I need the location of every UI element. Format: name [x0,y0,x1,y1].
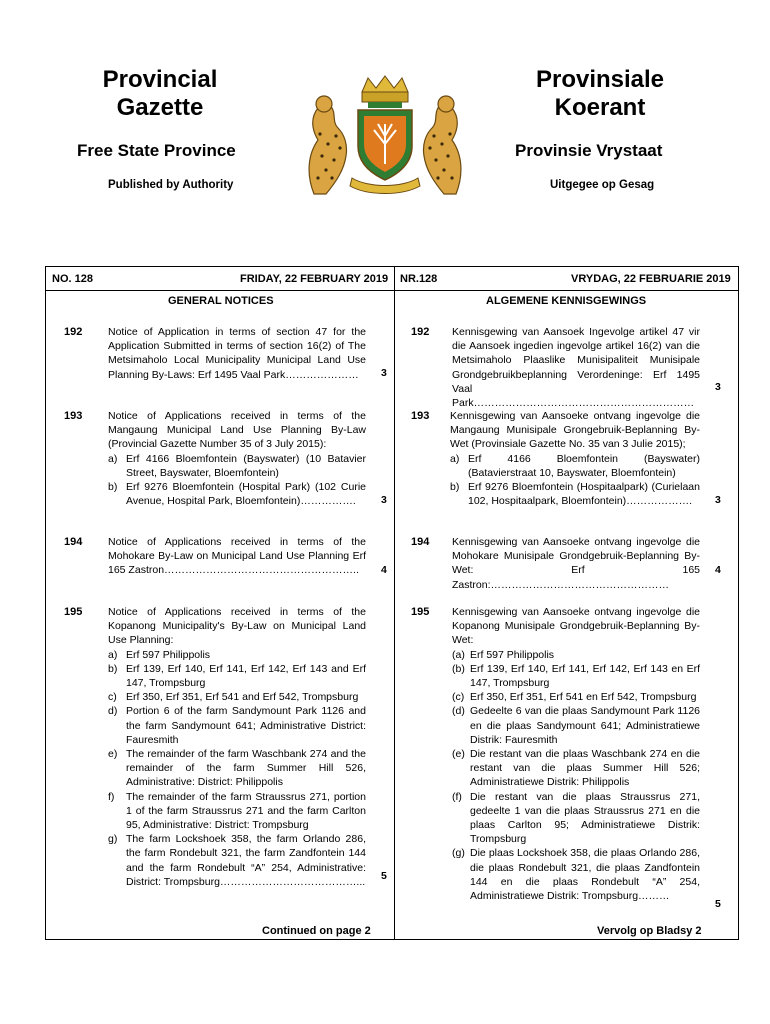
af-notice-number: 193 [411,410,430,422]
right-published: Uitgegee op Gesag [550,179,655,191]
en-notice-page: 4 [381,564,387,576]
list-item [450,452,700,480]
right-title [520,66,680,122]
af-notice-number: 195 [411,606,430,618]
af-issue-number: NR.128 [400,273,438,285]
en-issue-number: NO. 128 [52,273,93,285]
list-item [108,790,366,833]
af-notice-intro: Kennisgewing van Aansoeke ontvang ingevolge die Mangaung Munisipale Grongebruik-Beplanning By-Wet (Provinsiale Gazette No. 35 van 3 Julie 2015); [450,410,700,451]
list-item [452,747,700,790]
af-issue-date: VRYDAG, 22 FEBRUARIE 2019 [571,273,731,285]
left-leopard-icon [309,96,346,194]
list-item [108,832,366,889]
af-notice-intro: Kennisgewing van Aansoeke ontvang ingevolge die Kopanong Munisipale Grondgebruik-Beplanning By-Wet: [452,606,700,647]
item-label: (a) [452,648,465,661]
list-item [108,648,366,662]
item-label: (b) [452,662,465,675]
item-label: a) [108,452,118,465]
item-text: Die plaas Lockshoek 358, die plaas Orlando 286, die plaas Rondebult 321, die plaas Zandfontein 144 en die plaas Rondebult “A” 254, Administratiewe Distrik: Trompsburg……… [470,847,700,903]
item-label: (g) [452,847,465,860]
list-item [108,690,366,704]
en-notice-page: 5 [381,870,387,882]
header-divider [45,290,739,291]
item-label: b) [108,662,118,675]
item-text: Erf 597 Philippolis [126,648,211,661]
item-label: c) [108,691,117,704]
en-section-title: GENERAL NOTICES [168,295,274,307]
af-notice-number: 192 [411,326,430,338]
item-text: Erf 4166 Bloemfontein (Bayswater) (Batavierstraat 10, Bayswater, Bloemfontein) [468,452,700,479]
af-section-title: ALGEMENE KENNISGEWINGS [486,295,647,307]
list-item [452,846,700,903]
item-text: Erf 9276 Bloemfontein (Hospital Park) (102 Curie Avenue, Hospital Park, Bloemfontein)……………. [126,481,366,508]
list-item [452,704,700,747]
item-text: Erf 597 Philippolis [470,648,555,661]
left-title [90,66,230,122]
en-notice-number: 193 [64,410,83,422]
list-item [108,662,366,690]
af-notice-text [452,605,700,903]
en-notice-text [108,605,366,889]
left-published: Published by Authority [108,179,234,191]
list-item [108,452,366,480]
left-title-line1: Provincial [102,66,218,93]
left-title-line2: Gazette [116,94,204,121]
af-notice-text: Kennisgewing van Aansoeke ontvang ingevolge die Mohokare Munisipale Grondgebruik-Beplanning By-Wet: Erf 165 Zastron:…………………………………………… [452,536,700,591]
en-notice-number: 192 [64,326,83,338]
item-label: g) [108,833,118,846]
item-text: The remainder of the farm Straussrus 271, portion 1 of the farm Straussrus 271 and the farm Carlton 95, Administrative: District: Trompsburg [126,790,366,832]
en-continued-label: Continued on page 2 [262,925,371,937]
en-notice-number: 194 [64,536,83,548]
right-title-line2: Koerant [554,94,646,121]
af-item-list [452,648,700,904]
item-label: b) [108,481,118,494]
en-notice-intro: Notice of Applications received in terms of the Mangaung Municipal Land Use Planning By-Law (Provincial Gazette Number 35 of 3 July 2015): [108,410,366,451]
list-item [452,790,700,847]
shield-icon [358,110,412,180]
crown-icon [362,76,408,108]
item-text: Erf 139, Erf 140, Erf 141, Erf 142, Erf 143 en Erf 147, Trompsburg [470,662,700,690]
af-notice-page: 3 [715,381,721,393]
item-text: Erf 350, Erf 351, Erf 541 and Erf 542, Trompsburg [126,691,359,704]
item-label: a) [108,648,118,661]
en-issue-date: FRIDAY, 22 FEBRUARY 2019 [240,273,389,285]
right-title-line1: Provinsiale [535,66,665,93]
item-label: d) [108,705,118,718]
item-text: Die restant van die plaas Straussrus 271, gedeelte 1 van die plaas Straussrus 271 en die plaas Carlton 95; Administratiewe Distrik: Trompsburg [470,790,700,846]
item-text: Erf 4166 Bloemfontein (Bayswater) (10 Batavier Street, Bayswater, Bloemfontein) [126,452,366,479]
left-province: Free State Province [77,141,236,160]
en-item-list [108,648,366,889]
list-item [450,480,700,508]
list-item [108,704,366,747]
right-leopard-icon [423,96,460,194]
list-item [108,747,366,790]
item-text: Erf 350, Erf 351, Erf 541 en Erf 542, Trompsburg [470,691,697,704]
en-notice-number: 195 [64,606,83,618]
item-text: Gedeelte 6 van die plaas Sandymount Park 1126 en die plaas Sandymount 641; Administratiewe Distrik: Fauresmith [470,705,700,746]
right-province: Provinsie Vrystaat [515,141,663,160]
item-label: (c) [452,691,465,704]
af-notice-page: 3 [715,494,721,506]
item-text: Die restant van die plaas Waschbank 274 en die restant van die plaas Summer Hill 526; Administratiewe Distrik: Philippolis [470,748,700,789]
list-item [108,480,366,508]
item-text: The farm Lockshoek 358, the farm Orlando 286, the farm Rondebult 321, the farm Zandfontein 144 and the farm Rondebult “A” 254, Administrative: District: Trompsburg…………………………………... [126,833,366,888]
column-divider [394,266,395,940]
list-item [452,662,700,690]
af-continued-label: Vervolg op Bladsy 2 [597,925,702,937]
af-notice-number: 194 [411,536,430,548]
list-item [452,690,700,704]
en-notice-intro: Notice of Applications received in terms of the Kopanong Municipality's By-Law on Municipal Land Use Planning: [108,606,366,647]
item-text: The remainder of the farm Waschbank 274 and the remainder of the farm Summer Hill 526, Administrative: District: Philippolis [126,748,366,789]
en-notice-text: Notice of Application in terms of section 47 for the Application Submitted in terms of section 16(2) of The Metsimaholo Local Municipality Municipal Land Use Planning By-Laws: Erf 1495 Vaal Park………………… [108,326,366,381]
en-notice-text [108,409,366,508]
af-notice-text [450,409,700,508]
af-notice-text: Kennisgewing van Aansoek Ingevolge artikel 47 vir die Aansoek ingedien ingevolge artikel 16(2) van die Metsimaholo Plaaslike Munisipaliteit Munisipale Grondgebruikbeplanning Verordeninge: Erf 1495 Vaal Park……………………………………………………… [452,326,700,410]
item-text: Portion 6 of the farm Sandymount Park 1126 and the farm Sandymount 641; Administrative District: Fauresmith [126,705,366,746]
item-label: b) [450,481,460,494]
list-item [452,648,700,662]
en-notice-page: 3 [381,367,387,379]
item-label: f) [108,790,115,803]
item-text: Erf 139, Erf 140, Erf 141, Erf 142, Erf 143 and Erf 147, Trompsburg [126,662,366,690]
af-item-list [450,452,700,509]
en-notice-page: 3 [381,494,387,506]
coat-of-arms-icon [296,74,474,198]
item-label: (d) [452,705,465,718]
item-label: (e) [452,748,465,761]
item-label: a) [450,452,460,465]
item-label: e) [108,748,118,761]
item-text: Erf 9276 Bloemfontein (Hospitaalpark) (Curielaan 102, Hospitaalpark, Bloemfontein)………………. [468,481,700,508]
item-label: (f) [452,790,462,803]
en-notice-text: Notice of Applications received in terms of the Mohokare By-Law on Municipal Land Use Planning Erf 165 Zastron……………………………………………….. [108,536,366,577]
en-item-list [108,452,366,509]
af-notice-page: 4 [715,564,721,576]
af-notice-page: 5 [715,898,721,910]
